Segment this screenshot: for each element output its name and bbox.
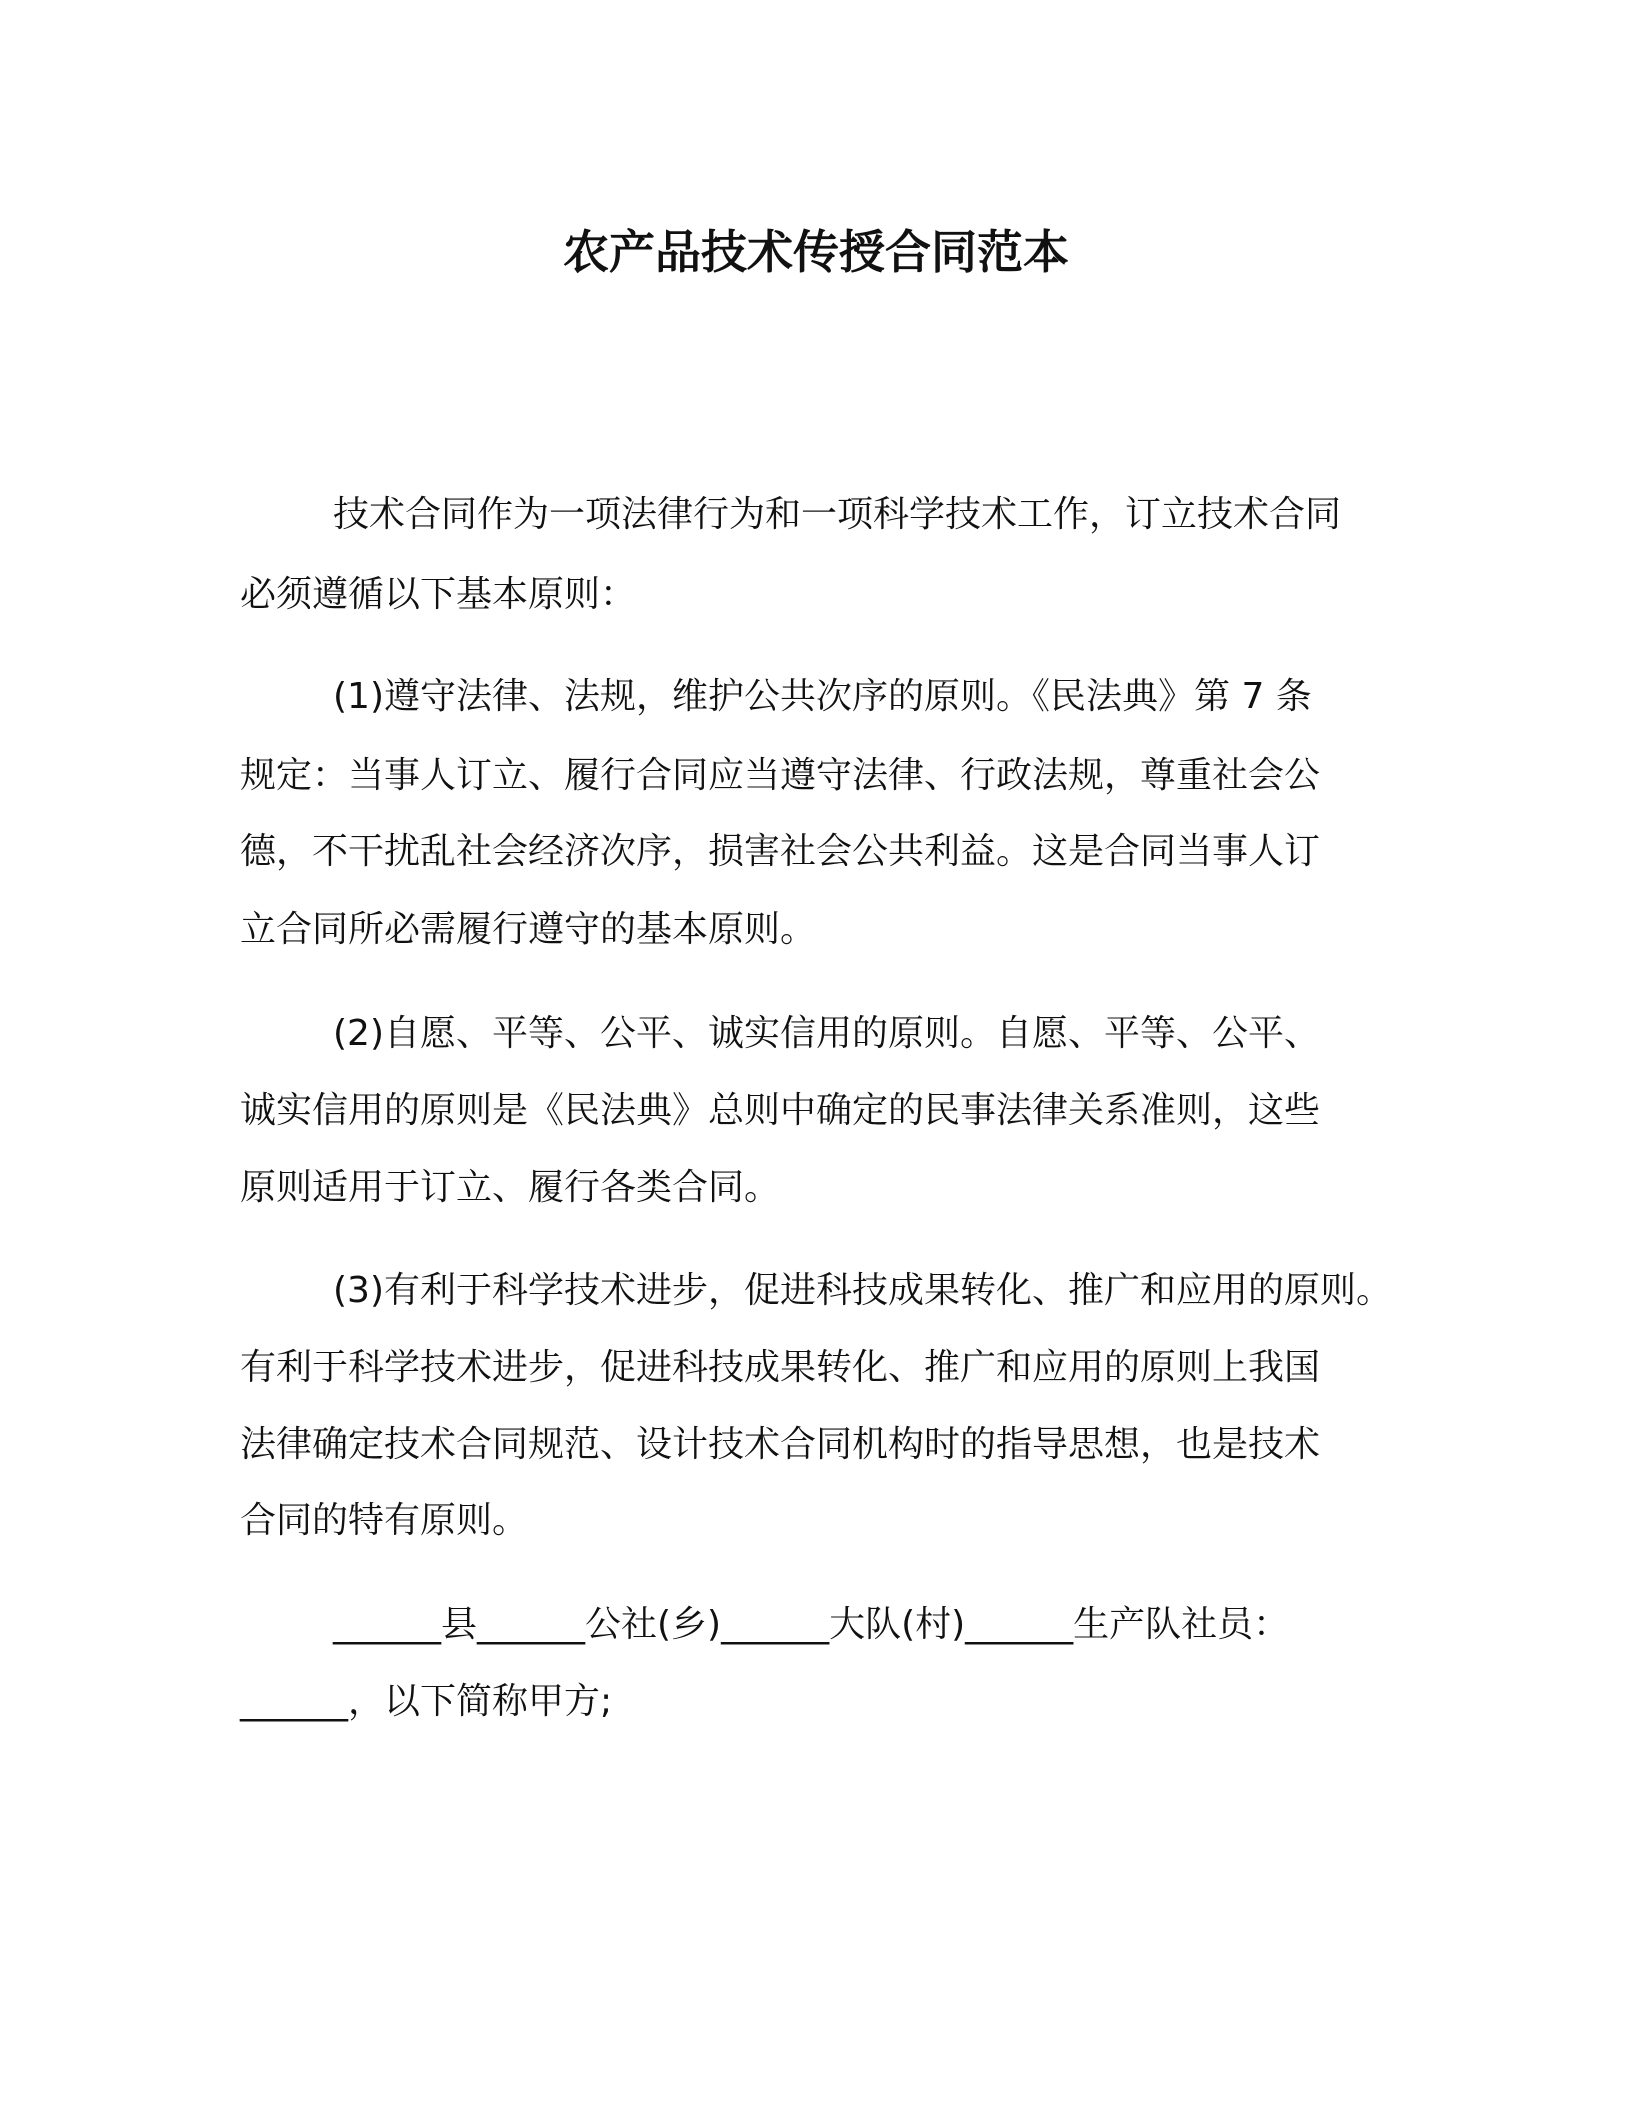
- paragraph-principle-1-line-1: (1)遵守法律、法规，维护公共次序的原则。《民法典》第 7 条: [333, 676, 1312, 717]
- paragraph-principle-3-line-3: 法律确定技术合同规范、设计技术合同机构时的指导思想，也是技术: [240, 1424, 1321, 1465]
- document-title: 农产品技术传授合同范本: [563, 225, 1069, 279]
- paragraph-intro-line-2: 必须遵循以下基本原则：: [240, 574, 637, 615]
- party-a-line-2: ______，以下简称甲方;: [240, 1681, 613, 1722]
- paragraph-intro-line-1: 技术合同作为一项法律行为和一项科学技术工作，订立技术合同: [333, 494, 1342, 535]
- paragraph-principle-3-line-1: (3)有利于科学技术进步，促进科技成果转化、推广和应用的原则。: [333, 1270, 1392, 1311]
- paragraph-principle-1-line-4: 立合同所必需履行遵守的基本原则。: [240, 909, 817, 950]
- paragraph-principle-1-line-3: 德，不干扰乱社会经济次序，损害社会公共利益。这是合同当事人订: [240, 831, 1321, 872]
- party-a-line-1: ______县______公社(乡)______大队(村)______生产队社员：: [333, 1604, 1290, 1645]
- paragraph-principle-1-line-2: 规定：当事人订立、履行合同应当遵守法律、行政法规，尊重社会公: [240, 755, 1321, 796]
- paragraph-principle-3-line-2: 有利于科学技术进步，促进科技成果转化、推广和应用的原则上我国: [240, 1347, 1321, 1388]
- paragraph-principle-3-line-4: 合同的特有原则。: [240, 1500, 529, 1541]
- paragraph-principle-2-line-1: (2)自愿、平等、公平、诚实信用的原则。自愿、平等、公平、: [333, 1013, 1320, 1054]
- paragraph-principle-2-line-3: 原则适用于订立、履行各类合同。: [240, 1167, 781, 1208]
- paragraph-principle-2-line-2: 诚实信用的原则是《民法典》总则中确定的民事法律关系准则，这些: [240, 1090, 1321, 1131]
